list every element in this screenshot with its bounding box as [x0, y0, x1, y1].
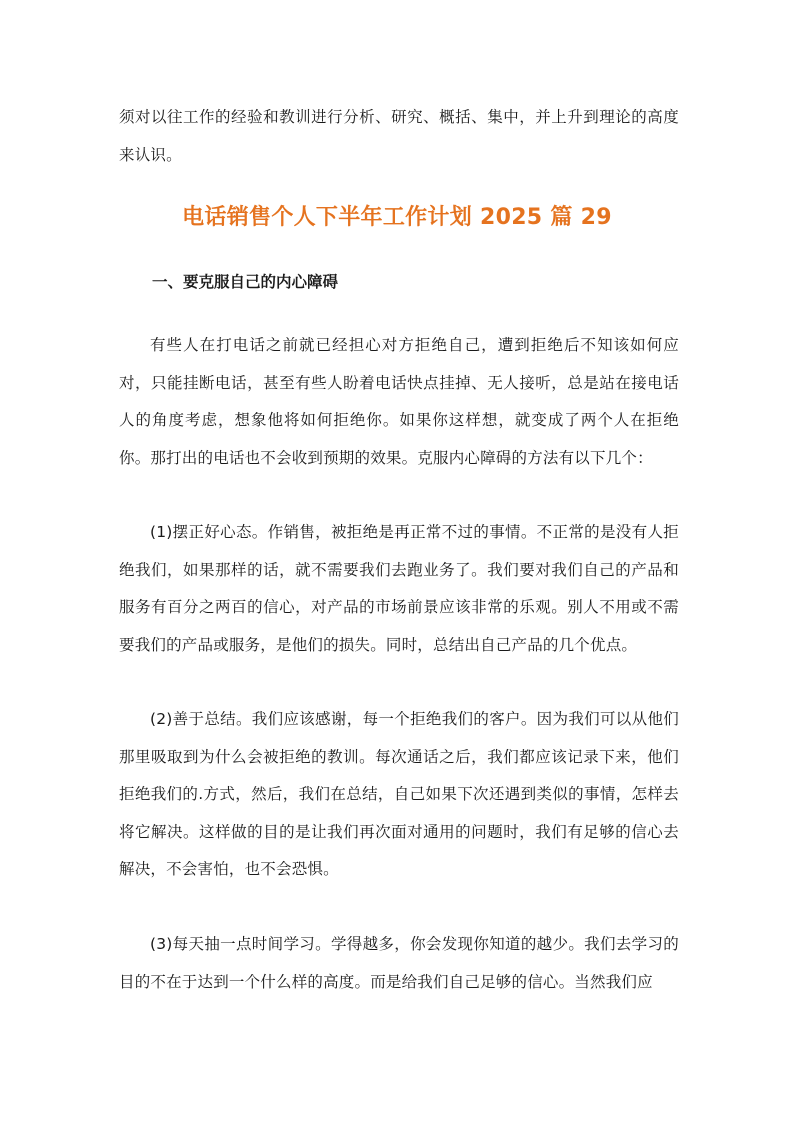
- body-paragraph-4-block: [119, 926, 679, 1001]
- body-paragraph: 有些人在打电话之前就已经担心对方拒绝自己，遭到拒绝后不知该如何应对，只能挂断电话，甚至有些人盼着电话快点挂掉、无人接听，总是站在接电话人的角度考虑，想象他将如何拒绝你。如果你这样想，就变成了两个人在拒绝你。那打出的电话也不会收到预期的效果。克服内心障碍的方法有以下几个：: [119, 336, 679, 467]
- body-paragraph-2-block: [119, 514, 679, 664]
- body-paragraph-3-block: [119, 701, 679, 889]
- body-paragraph: (2)善于总结。我们应该感谢，每一个拒绝我们的客户。因为我们可以从他们那里吸取到为什么会被拒绝的教训。每次通话之后，我们都应该记录下来，他们拒绝我们的.方式，然后，我们在总结，自己如果下次还遇到类似的事情，怎样去将它解决。这样做的目的是让我们再次面对通用的问题时，我们有足够的信心去解决，不会害怕，也不会恐惧。: [119, 710, 679, 878]
- body-paragraph: (1)摆正好心态。作销售，被拒绝是再正常不过的事情。不正常的是没有人拒绝我们，如果那样的话，就不需要我们去跑业务了。我们要对我们自己的产品和服务有百分之两百的信心，对产品的市场前景应该非常的乐观。别人不用或不需要我们的产品或服务，是他们的损失。同时，总结出自己产品的几个优点。: [119, 523, 679, 654]
- section-title: 电话销售个人下半年工作计划 2025 篇 29: [182, 205, 612, 230]
- continued-text-block: [119, 99, 679, 174]
- body-paragraph: (3)每天抽一点时间学习。学得越多，你会发现你知道的越少。我们去学习的目的不在于达到一个什么样的高度。而是给我们自己足够的信心。当然我们应: [119, 935, 679, 991]
- body-paragraph-1-block: [119, 327, 679, 477]
- heading-overcome-barrier: 一、要克服自己的内心障碍: [152, 273, 339, 291]
- continued-paragraph: 须对以往工作的经验和教训进行分析、研究、概括、集中，并上升到理论的高度来认识。: [119, 108, 679, 164]
